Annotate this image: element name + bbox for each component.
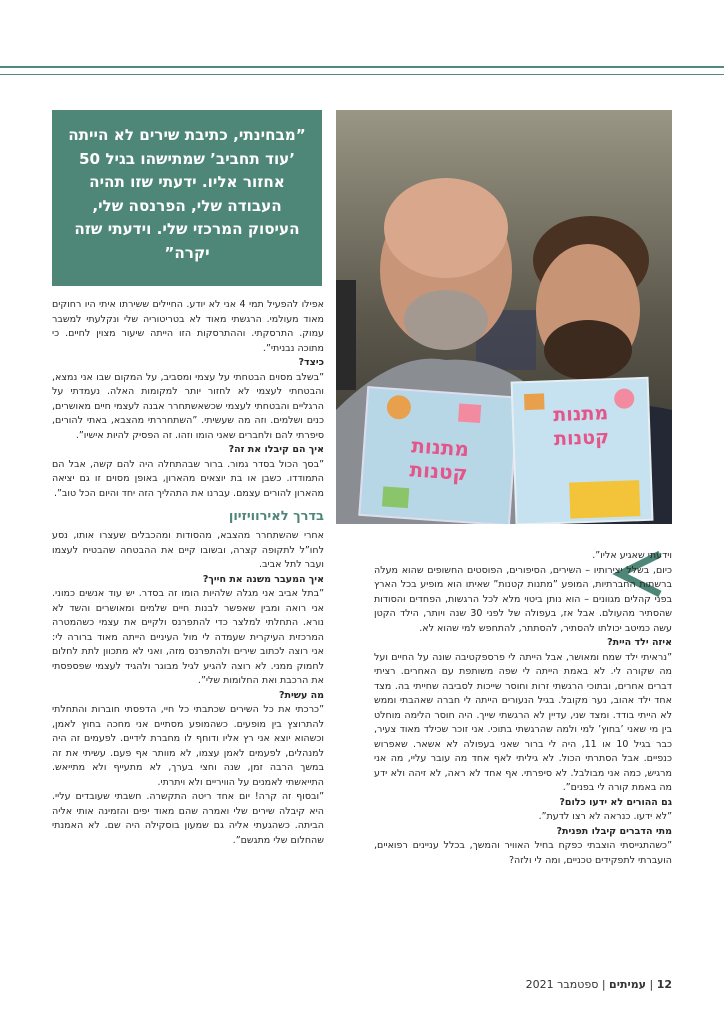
photo: [336, 110, 672, 524]
answer: ”כשהתגייסתי הוצבתי כפקח בחיל האוויר והמשך, בכלל עניינים רפואיים, הועברתי לתפקידים טכניים, ומה לי ולזה?: [374, 840, 672, 866]
footer-separator: |: [598, 978, 606, 991]
book-title-right-1: מתנות: [552, 402, 609, 427]
book-title-left-1: מתנות: [410, 433, 470, 462]
answer: ”בסך הכול בסדר גמור. ברור שבהתחלה היה להם קשה, אבל הם התמודדו. כשבן או בת יוצאים מהארון, באופן מסוים זו גם יציאה מהארון להורים עצמם. עברנו את התהליך הזה יחד והיום הכל טוב”.: [52, 458, 324, 499]
question: איך המעבר משנה את חייך?: [202, 573, 324, 585]
pull-quote: ”מבחינתי, כתיבת שירים לא הייתה ’עוד תחביב’ שמתישהו בגיל 50 אחזור אליו. ידעתי שזו תהיה העבודה שלי, הפרנסה שלי, העיסוק המרכזי שלי. וידעתי שזה יקרה”: [52, 110, 322, 286]
page-number: 12: [656, 978, 672, 991]
question: גם ההורים לא ידעו כלום?: [559, 796, 672, 808]
answer: ”ובסוף זה קרה! יום אחד ריטה התקשרה. חשבתי שעובדים עליי. היא קיבלה שירים שלי ואמרה שהם מאוד יפים והזמינה אותי אליה הביתה. כשהגעתי אליה גם שמעון בוסקילה היה שם. לא האמנתי שהחלום שלי מתגשם”.: [52, 791, 324, 846]
answer: ”בשלב מסוים הבטחתי על עצמי ומסביב, על המקום שבו אני נמצא, והבטחתי לעצמי לא לחזור יותר למקומות האלה. נעמדתי על הרגליים והבטחתי לעצמי שכשאשתחרר אבנה לעצמי חיים מאושרים, כנים ושלמים. וזה מה שעשיתי. ”השתחררתי מהצבא, באתי להורים, סיפרתי להם ולחברים שאני הומו וזהו. זה הפסיק להיות אישיו”.: [52, 371, 324, 441]
article-column-right: [374, 549, 672, 868]
footer-separator: |: [645, 978, 654, 991]
question: כיצד?: [298, 357, 324, 368]
paragraph: אחרי שהשתחרר מהצבא, מהסודות ומהכבלים שעצרו אותו, נסע לחו”ל לתקופה קצרה, ובשובו קיים את ההבטחה שהבטיח לעצמו ועבר לתל אביב.: [52, 530, 324, 570]
article-column-left: [52, 298, 324, 848]
paragraph: אפילו להפעיל תמי 4 אני לא יודע. החיילים ששירתו איתי היו רחוקים מאוד מעולמי. הרגשתי מאוד לא בטריטוריה שלי ונקלעתי למשבר עמוק. התרסקתי. וההתרסקות הזו הייתה שיעור מצוין לחיים. כי מתוכה נבניתי”.: [52, 299, 324, 354]
magazine-name: עמיתים: [609, 978, 646, 991]
answer: ”כרכתי את כל השירים שכתבתי כל חיי, הדפסתי חוברות והתחלתי להתרוצץ בין מופעים. כשהמופע מסתיים אני מחכה בחוץ לאמן, וכשהוא יוצא אני רץ אליו ודוחף לו מחברת לידיים. לפעמים זה היה למנהלים, לפעמים לאמן עצמו, לא מוותר אף פעם. עשיתי את זה במשך הרבה זמן, שנה וחצי בערך, לא מתעייף ולא מתייאש. התייאשתי לאמנים על הוויריים ולא ויתרתי.: [52, 704, 324, 788]
answer: ”נראיתי ילד שמח ומאושר, אבל הייתה לי פרספקטיבה שונה על החיים ועל מה שקורה לי. לא באמת הייתה לי שפה משותפת עם האחרים. רציתי דברים אחרים, ובתוכי הרגשתי זרות וחוסר שייכות לסביבה שחייתי בה. מצד אחד ילד אהוב, נער מקובל. בגיל הנעורים הייתה לי חברה שאהבתי וממש לא הייתי בודד. ומצד שני, עדיין לא הרגשתי שייך. היה חוסר הלימה מוחלט בין מי שאני ’בחוץ’ למי ולמה שהרגשתי בתוכי. אני זוכר שכילד מאוד צעיר, כבר בגיל 10 או 11, היה לי ברור שאני בעפולה לא אשאר. שאפרוש כנפיים. אבל הסתרתי הכול. לא גיליתי לאף אחד מה עובר עליי, מה אני מרגיש, כמה אני מבולבל. לא סיפרתי. אף אחד לא ראה, לא זיהה ולא ידע מה באמת קורה לי בפנים”.: [374, 651, 672, 793]
top-rule-1: [0, 66, 724, 68]
book-title-left-2: קטנות: [408, 457, 469, 486]
paragraph: כיום, בשלל יצירותיו – השירים, הסיפורים, הפוסטים החשופים שהוא מעלה ברשתות החברתיות, המופע ”מתנות קטנות” שאיתו הוא מופיע בכל הארץ בפני קהלים מגוונים – הוא נותן ביטוי מלא לכל הרגשות, הפחדים והסודות שהסתיר מהעולם. אבל אז, בעפולה של לפני 30 שנה ויותר, הילד הקטן עשה כמיטב יכולתו להסתיר, להסתתר, להתחפש למי שהוא לא.: [374, 564, 673, 634]
paragraph: וידעתי שאגיע אליו”.: [592, 550, 672, 561]
question: מתי הדברים קיבלו תפנית?: [556, 825, 672, 837]
issue-date: ספטמבר 2021: [525, 978, 599, 991]
photo-illustration: [336, 110, 672, 524]
answer: ”בתל אביב אני מגלה שלהיות הומו זה בסדר. יש עוד אנשים כמוני. אני רואה ומבין שאפשר לבנות חיים שלמים ומאושרים והשד לא נורא. התחלתי למלצר כדי להתפרנס ולקיים את עצמי כשהמטרה המרכזית העיקרית שעמדה לי מול העיניים הייתה מאוד ברורה לי: אני רוצה לכתוב שירים ולהתפרנס מזה, ואני לא מתכוון לתת לחלום לחמוק ממני. לא רוצה להגיע לגיל מבוגר ולהגיד לעצמי שפספסתי את הרכבת ואת החלומות שלי”.: [52, 588, 324, 686]
question: איזה ילד היית?: [607, 637, 672, 648]
answer: ”לא ידעו. כנראה לא רצו לדעת”.: [538, 811, 672, 822]
book-title-right-2: קטנות: [553, 426, 610, 451]
page-footer: [526, 978, 672, 991]
question: איך הם קיבלו את זה?: [228, 444, 324, 455]
question: מה עשית?: [278, 689, 324, 701]
section-subheading: בדרך לאירוויזיון: [228, 509, 324, 524]
top-rule-2: [0, 74, 724, 75]
